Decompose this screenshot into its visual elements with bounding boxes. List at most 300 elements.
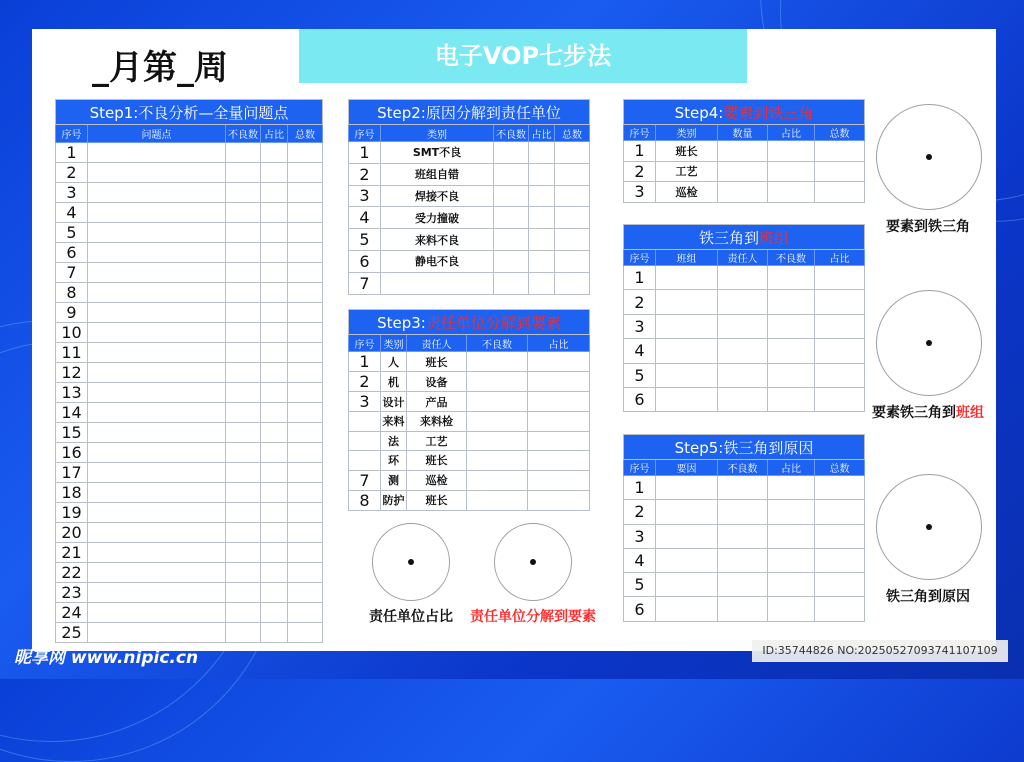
pie-placeholder-elements-to-triangle [876,104,982,210]
empty-cell [656,573,718,597]
empty-cell [494,185,529,207]
table-row [349,185,590,207]
empty-cell [467,490,528,510]
empty-cell [656,314,718,338]
empty-cell [288,583,323,603]
table-row [624,363,865,387]
empty-cell [261,583,288,603]
empty-cell [261,343,288,363]
empty-cell [528,490,590,510]
empty-cell [494,163,529,185]
empty-cell [494,207,529,229]
owner-cell: 工艺 [407,431,467,451]
row-number-cell [349,412,381,432]
empty-cell [815,597,865,621]
empty-cell [88,143,226,163]
empty-cell [555,163,590,185]
empty-cell [288,603,323,623]
empty-cell [261,143,288,163]
empty-cell [656,597,718,621]
table-row [624,161,865,182]
table-row [349,207,590,229]
empty-cell [226,323,261,343]
row-number-cell: 3 [624,314,656,338]
empty-cell [261,563,288,583]
table-row [56,363,323,383]
empty-cell [88,263,226,283]
table-row [349,451,590,471]
pie-placeholder-owner-to-elements [494,523,572,601]
triangle-title-highlight: 班组 [759,228,790,247]
empty-cell [718,387,768,411]
row-number-cell: 7 [349,470,381,490]
center-dot [530,559,536,565]
empty-cell [656,387,718,411]
empty-cell [288,563,323,583]
empty-cell [226,263,261,283]
empty-cell [768,339,815,363]
week-label: _月第_周 [92,48,228,88]
category-cell: 来料不良 [381,229,494,251]
empty-cell [555,250,590,272]
pie-placeholder-triangle-to-team [876,290,982,396]
empty-cell [288,183,323,203]
empty-cell [528,451,590,471]
row-number-cell: 3 [624,182,656,203]
center-dot [926,524,932,530]
step5-table [623,434,865,622]
empty-cell [768,524,815,548]
empty-cell [555,272,590,294]
empty-cell [261,303,288,323]
category-cell: 焊接不良 [381,185,494,207]
empty-cell [288,223,323,243]
row-number-cell: 15 [56,423,88,443]
step1-table [55,99,323,643]
empty-cell [226,583,261,603]
table-row [56,403,323,423]
col-header-ratio: 占比 [768,460,815,476]
category-cell: 法 [381,431,407,451]
row-number-cell: 7 [349,272,381,294]
col-header-seq: 序号 [349,125,381,142]
row-number-cell: 6 [624,597,656,621]
triangle-to-team-label [864,402,992,422]
table-row [624,573,865,597]
table-row [56,323,323,343]
empty-cell [88,363,226,383]
col-header-defects: 不良数 [718,460,768,476]
empty-cell [815,161,865,182]
pie-placeholder-owner-ratio [372,523,450,601]
empty-cell [226,603,261,623]
empty-cell [467,352,528,372]
empty-cell [288,443,323,463]
col-header-category: 类别 [656,125,718,141]
row-number-cell: 7 [56,263,88,283]
empty-cell [529,142,555,164]
empty-cell [226,383,261,403]
col-header-ratio: 占比 [815,250,865,266]
row-number-cell: 17 [56,463,88,483]
center-dot [926,154,932,160]
row-number-cell: 5 [56,223,88,243]
empty-cell [718,339,768,363]
empty-cell [261,503,288,523]
category-cell: 测 [381,470,407,490]
empty-cell [467,392,528,412]
image-id-tag: ID:35744826 NO:20250527093741107109 [752,640,1008,662]
table-row [56,283,323,303]
empty-cell [226,503,261,523]
empty-cell [261,163,288,183]
empty-cell [718,141,768,162]
empty-cell [467,431,528,451]
table-row [624,290,865,314]
table-row [624,314,865,338]
table-row [56,563,323,583]
category-cell: 防护 [381,490,407,510]
step3-title [349,310,590,335]
empty-cell [768,363,815,387]
empty-cell [288,543,323,563]
row-number-cell: 12 [56,363,88,383]
center-dot [926,340,932,346]
empty-cell [718,597,768,621]
table-row [56,223,323,243]
step1-title: Step1:不良分析—全量问题点 [56,100,323,125]
table-row [349,142,590,164]
empty-cell [88,603,226,623]
empty-cell [555,185,590,207]
category-cell: 环 [381,451,407,471]
col-header-total: 总数 [815,125,865,141]
empty-cell [467,470,528,490]
row-number-cell: 4 [56,203,88,223]
banner-title: 电子VOP七步法 [299,29,747,83]
category-cell: 工艺 [656,161,718,182]
empty-cell [261,483,288,503]
row-number-cell: 25 [56,623,88,643]
empty-cell [768,182,815,203]
empty-cell [815,363,865,387]
row-number-cell: 2 [624,500,656,524]
step3-table [348,309,590,511]
empty-cell [288,323,323,343]
row-number-cell: 5 [624,573,656,597]
empty-cell [494,250,529,272]
table-row [56,523,323,543]
row-number-cell: 8 [349,490,381,510]
category-cell: 班组自错 [381,163,494,185]
elements-to-triangle-label: 要素到铁三角 [886,219,970,235]
empty-cell [768,387,815,411]
empty-cell [529,185,555,207]
empty-cell [718,161,768,182]
table-row [624,266,865,290]
col-header-defects: 不良数 [494,125,529,142]
table-row [624,476,865,500]
empty-cell [718,573,768,597]
empty-cell [261,623,288,643]
empty-cell [815,141,865,162]
empty-cell [656,548,718,572]
empty-cell [226,283,261,303]
empty-cell [768,597,815,621]
empty-cell [261,283,288,303]
empty-cell [815,573,865,597]
empty-cell [288,463,323,483]
empty-cell [261,543,288,563]
empty-cell [261,463,288,483]
empty-cell [226,303,261,323]
table-row [56,163,323,183]
row-number-cell: 4 [624,548,656,572]
table-row [624,182,865,203]
category-cell [381,272,494,294]
empty-cell [815,548,865,572]
empty-cell [88,483,226,503]
row-number-cell: 4 [349,207,381,229]
category-cell: 受力撞破 [381,207,494,229]
col-header-total: 总数 [815,460,865,476]
empty-cell [88,563,226,583]
table-row [349,412,590,432]
empty-cell [656,290,718,314]
empty-cell [768,476,815,500]
empty-cell [261,363,288,383]
row-number-cell: 16 [56,443,88,463]
empty-cell [261,263,288,283]
triangle-to-cause-label: 铁三角到原因 [886,589,970,605]
empty-cell [656,363,718,387]
category-cell: 班长 [656,141,718,162]
empty-cell [261,323,288,343]
empty-cell [768,266,815,290]
row-number-cell: 3 [349,392,381,412]
col-header-ratio: 占比 [768,125,815,141]
row-number-cell: 1 [624,476,656,500]
row-number-cell: 2 [349,372,381,392]
empty-cell [718,524,768,548]
row-number-cell: 1 [624,141,656,162]
col-header-defects: 不良数 [226,125,261,143]
empty-cell [261,203,288,223]
empty-cell [528,470,590,490]
empty-cell [226,443,261,463]
empty-cell [494,272,529,294]
row-number-cell: 4 [624,339,656,363]
step4-table [623,99,865,203]
empty-cell [226,183,261,203]
empty-cell [88,463,226,483]
row-number-cell: 23 [56,583,88,603]
empty-cell [815,266,865,290]
empty-cell [718,182,768,203]
empty-cell [226,543,261,563]
empty-cell [718,548,768,572]
empty-cell [815,500,865,524]
empty-cell [88,203,226,223]
table-row [624,524,865,548]
pie-placeholder-triangle-to-cause [876,474,982,580]
table-row [56,443,323,463]
table-row [56,263,323,283]
row-number-cell: 13 [56,383,88,403]
table-row [56,463,323,483]
step2-title: Step2:原因分解到责任单位 [349,100,590,125]
empty-cell [288,143,323,163]
col-header-cause: 要因 [656,460,718,476]
owner-cell: 巡检 [407,470,467,490]
empty-cell [288,383,323,403]
owner-cell: 班长 [407,352,467,372]
row-number-cell: 14 [56,403,88,423]
col-header-issue: 问题点 [88,125,226,143]
empty-cell [288,343,323,363]
col-header-seq: 序号 [624,250,656,266]
empty-cell [768,141,815,162]
table-row [349,490,590,510]
table-row [56,623,323,643]
row-number-cell: 11 [56,343,88,363]
empty-cell [261,443,288,463]
step4-title-prefix: Step4: [674,103,724,122]
empty-cell [261,223,288,243]
empty-cell [261,243,288,263]
row-number-cell: 5 [624,363,656,387]
row-number-cell: 3 [624,524,656,548]
empty-cell [226,203,261,223]
row-number-cell [349,451,381,471]
empty-cell [288,283,323,303]
empty-cell [88,423,226,443]
triangle-to-team-label-highlight: 班组 [956,405,984,421]
empty-cell [88,623,226,643]
table-row [56,503,323,523]
row-number-cell: 1 [624,266,656,290]
empty-cell [88,383,226,403]
empty-cell [718,314,768,338]
empty-cell [226,623,261,643]
empty-cell [88,243,226,263]
empty-cell [718,266,768,290]
col-header-team: 班组 [656,250,718,266]
col-header-seq: 序号 [349,335,381,352]
empty-cell [815,476,865,500]
step2-table [348,99,590,295]
row-number-cell: 22 [56,563,88,583]
empty-cell [528,412,590,432]
row-number-cell [349,431,381,451]
empty-cell [288,423,323,443]
empty-cell [467,451,528,471]
empty-cell [656,339,718,363]
empty-cell [528,352,590,372]
row-number-cell: 5 [349,229,381,251]
empty-cell [529,229,555,251]
triangle-to-team-table [623,224,865,412]
empty-cell [529,207,555,229]
col-header-owner: 责任人 [407,335,467,352]
empty-cell [226,243,261,263]
empty-cell [288,203,323,223]
table-row [56,303,323,323]
triangle-to-team-label-prefix: 要素铁三角到 [872,405,956,421]
table-row [624,141,865,162]
table-row [349,250,590,272]
step4-title-highlight: 要素到铁三角 [723,103,814,122]
empty-cell [718,363,768,387]
empty-cell [467,412,528,432]
col-header-qty: 数量 [718,125,768,141]
table-row [56,383,323,403]
empty-cell [718,290,768,314]
empty-cell [226,403,261,423]
empty-cell [528,392,590,412]
table-row [349,372,590,392]
empty-cell [555,229,590,251]
empty-cell [815,387,865,411]
row-number-cell: 2 [624,290,656,314]
col-header-ratio: 占比 [528,335,590,352]
empty-cell [88,163,226,183]
row-number-cell: 6 [349,250,381,272]
empty-cell [88,323,226,343]
empty-cell [288,263,323,283]
owner-cell: 设备 [407,372,467,392]
empty-cell [529,272,555,294]
empty-cell [768,161,815,182]
row-number-cell: 21 [56,543,88,563]
col-header-defects: 不良数 [467,335,528,352]
row-number-cell: 20 [56,523,88,543]
col-header-total: 总数 [555,125,590,142]
col-header-total: 总数 [288,125,323,143]
col-header-defects: 不良数 [768,250,815,266]
table-row [349,470,590,490]
watermark-logo: 昵享网 www.nipic.cn [14,648,199,668]
row-number-cell: 1 [349,352,381,372]
empty-cell [768,314,815,338]
owner-cell: 产品 [407,392,467,412]
col-header-seq: 序号 [56,125,88,143]
table-row [56,343,323,363]
empty-cell [656,524,718,548]
col-header-category: 类别 [381,125,494,142]
empty-cell [555,207,590,229]
table-row [349,392,590,412]
table-row [349,352,590,372]
table-row [56,203,323,223]
empty-cell [656,476,718,500]
row-number-cell: 6 [56,243,88,263]
table-row [349,229,590,251]
empty-cell [88,543,226,563]
empty-cell [288,523,323,543]
empty-cell [261,523,288,543]
category-cell: 人 [381,352,407,372]
empty-cell [226,483,261,503]
category-cell: 静电不良 [381,250,494,272]
empty-cell [88,283,226,303]
empty-cell [529,163,555,185]
empty-cell [226,143,261,163]
empty-cell [226,563,261,583]
empty-cell [261,423,288,443]
center-dot [408,559,414,565]
row-number-cell: 6 [624,387,656,411]
